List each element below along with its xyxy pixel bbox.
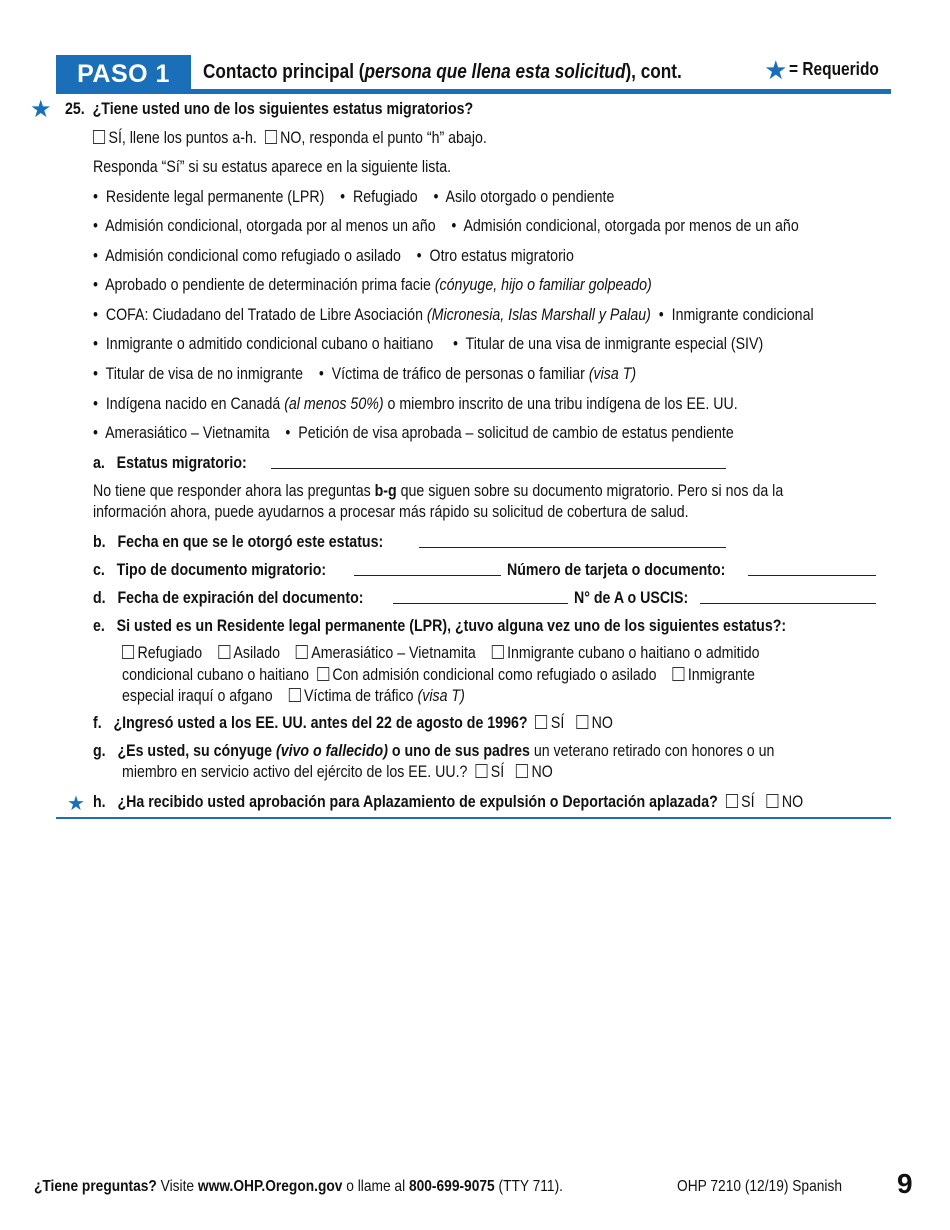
section-divider	[56, 817, 891, 819]
no-option-label: NO, responda el punto “h” abajo.	[280, 129, 487, 147]
e-options-row-3: especial iraquí o afgano Víctima de tráfico (visa T)	[122, 687, 465, 705]
card-number-field[interactable]	[748, 559, 876, 576]
note: No tiene que responder ahora las preguntas b-g que siguen sobre su documento migratorio. Pero si nos da la	[93, 482, 784, 500]
status-list-row: • COFA: Ciudadano del Tratado de Libre Asociación (Micronesia, Islas Marshall y Palau) • Inmigrante condicional	[93, 306, 814, 324]
title-suffix: ), cont.	[625, 61, 682, 83]
no-checkbox[interactable]	[265, 130, 277, 144]
item-f: f. ¿Ingresó usted a los EE. UU. antes del 22 de agosto de 1996? SÍ NO	[93, 714, 613, 732]
step-header	[56, 55, 891, 95]
status-list-row: • Inmigrante o admitido condicional cubano o haitiano • Titular de una visa de inmigrante especial (SIV)	[93, 335, 764, 353]
card-number-label: Número de tarjeta o documento:	[507, 561, 726, 579]
required-legend	[764, 54, 894, 85]
required-star-icon: ★	[67, 793, 85, 815]
status-list-row: • Residente legal permanente (LPR) • Refugiado • Asilo otorgado o pendiente	[93, 188, 615, 206]
no-checkbox[interactable]	[516, 764, 528, 778]
status-date-field[interactable]	[419, 531, 726, 548]
item-d: d. Fecha de expiración del documento:	[93, 589, 364, 607]
immigration-status-field[interactable]	[271, 452, 726, 469]
yes-checkbox[interactable]	[535, 715, 547, 729]
page-number: 9	[897, 1168, 913, 1199]
question-number: 25.	[65, 100, 85, 118]
item-c: c. Tipo de documento migratorio:	[93, 561, 327, 579]
status-list-row: • Titular de visa de no inmigrante • Víctima de tráfico de personas o familiar (visa T)	[93, 365, 637, 383]
section-title	[203, 61, 760, 84]
checkbox[interactable]	[296, 645, 308, 659]
checkbox[interactable]	[218, 645, 230, 659]
header-rule	[56, 89, 891, 94]
checkbox[interactable]	[122, 645, 134, 659]
status-list-row: • Admisión condicional como refugiado o asilado • Otro estatus migratorio	[93, 247, 574, 265]
status-list-row: • Amerasiático – Vietnamita • Petición de visa aprobada – solicitud de cambio de estatus pendiente	[93, 424, 734, 442]
status-list-row: • Indígena nacido en Canadá (al menos 50%) o miembro inscrito de una tribu indígena de los EE. UU.	[93, 395, 738, 413]
item-h: h. ¿Ha recibido usted aprobación para Aplazamiento de expulsión o Deportación aplazada? SÍ NO	[93, 793, 804, 811]
yes-checkbox[interactable]	[726, 794, 738, 808]
document-type-field[interactable]	[354, 559, 501, 576]
status-list-row: • Admisión condicional, otorgada por al menos un año • Admisión condicional, otorgada por menos de un año	[93, 217, 799, 235]
no-checkbox[interactable]	[766, 794, 778, 808]
yes-checkbox[interactable]	[93, 130, 105, 144]
website-link[interactable]: www.OHP.Oregon.gov	[197, 1178, 343, 1195]
required-legend-text: = Requerido	[789, 59, 880, 79]
note-line-2: información ahora, puede ayudarnos a procesar más rápido su solicitud de cobertura de salud.	[93, 503, 689, 521]
step-label: PASO 1	[56, 55, 191, 91]
instruction: Responda “Sí” si su estatus aparece en la siguiente lista.	[93, 158, 452, 176]
status-list-row: • Aprobado o pendiente de determinación prima facie (cónyuge, hijo o familiar golpeado)	[93, 276, 652, 294]
yes-option-label: SÍ, llene los puntos a-h.	[108, 129, 257, 147]
checkbox[interactable]	[317, 667, 329, 681]
question-text: ¿Tiene usted uno de los siguientes estatus migratorios?	[92, 100, 474, 118]
no-checkbox[interactable]	[576, 715, 588, 729]
phone-number[interactable]: 800-699-9075	[408, 1178, 495, 1195]
item-g: g. ¿Es usted, su cónyuge (vivo o fallecido) o uno de sus padres un veterano retirado con honores o un	[93, 742, 775, 760]
checkbox[interactable]	[492, 645, 504, 659]
item-a: a. Estatus migratorio:	[93, 454, 247, 472]
checkbox[interactable]	[288, 688, 300, 702]
expiration-date-field[interactable]	[393, 587, 568, 604]
yes-checkbox[interactable]	[475, 764, 487, 778]
item-g-line-2: miembro en servicio activo del ejército de los EE. UU.? SÍ NO	[122, 763, 553, 781]
a-number-field[interactable]	[700, 587, 876, 604]
form-id: OHP 7210 (12/19) Spanish	[677, 1178, 842, 1195]
item-e: e. Si usted es un Residente legal permanente (LPR), ¿tuvo alguna vez uno de los siguientes estatus?:	[93, 617, 787, 635]
a-number-label: N° de A o USCIS:	[574, 589, 689, 607]
item-b: b. Fecha en que se le otorgó este estatus:	[93, 533, 384, 551]
required-star-icon: ★	[764, 54, 788, 85]
question-25	[65, 99, 540, 119]
title-prefix: Contacto principal (	[203, 61, 365, 83]
footer-help: ¿Tiene preguntas? Visite www.OHP.Oregon.gov o llame al 800-699-9075 (TTY 711).	[34, 1178, 563, 1195]
title-italic: persona que llena esta solicitud	[364, 61, 626, 83]
checkbox[interactable]	[672, 667, 684, 681]
e-options-row-2: condicional cubano o haitiano Con admisión condicional como refugiado o asilado Inmigrante	[122, 666, 755, 684]
required-star-icon: ★	[30, 96, 52, 123]
q25-options	[93, 128, 551, 148]
e-options-row-1: Refugiado Asilado Amerasiático – Vietnamita Inmigrante cubano o haitiano o admitido	[122, 643, 863, 663]
